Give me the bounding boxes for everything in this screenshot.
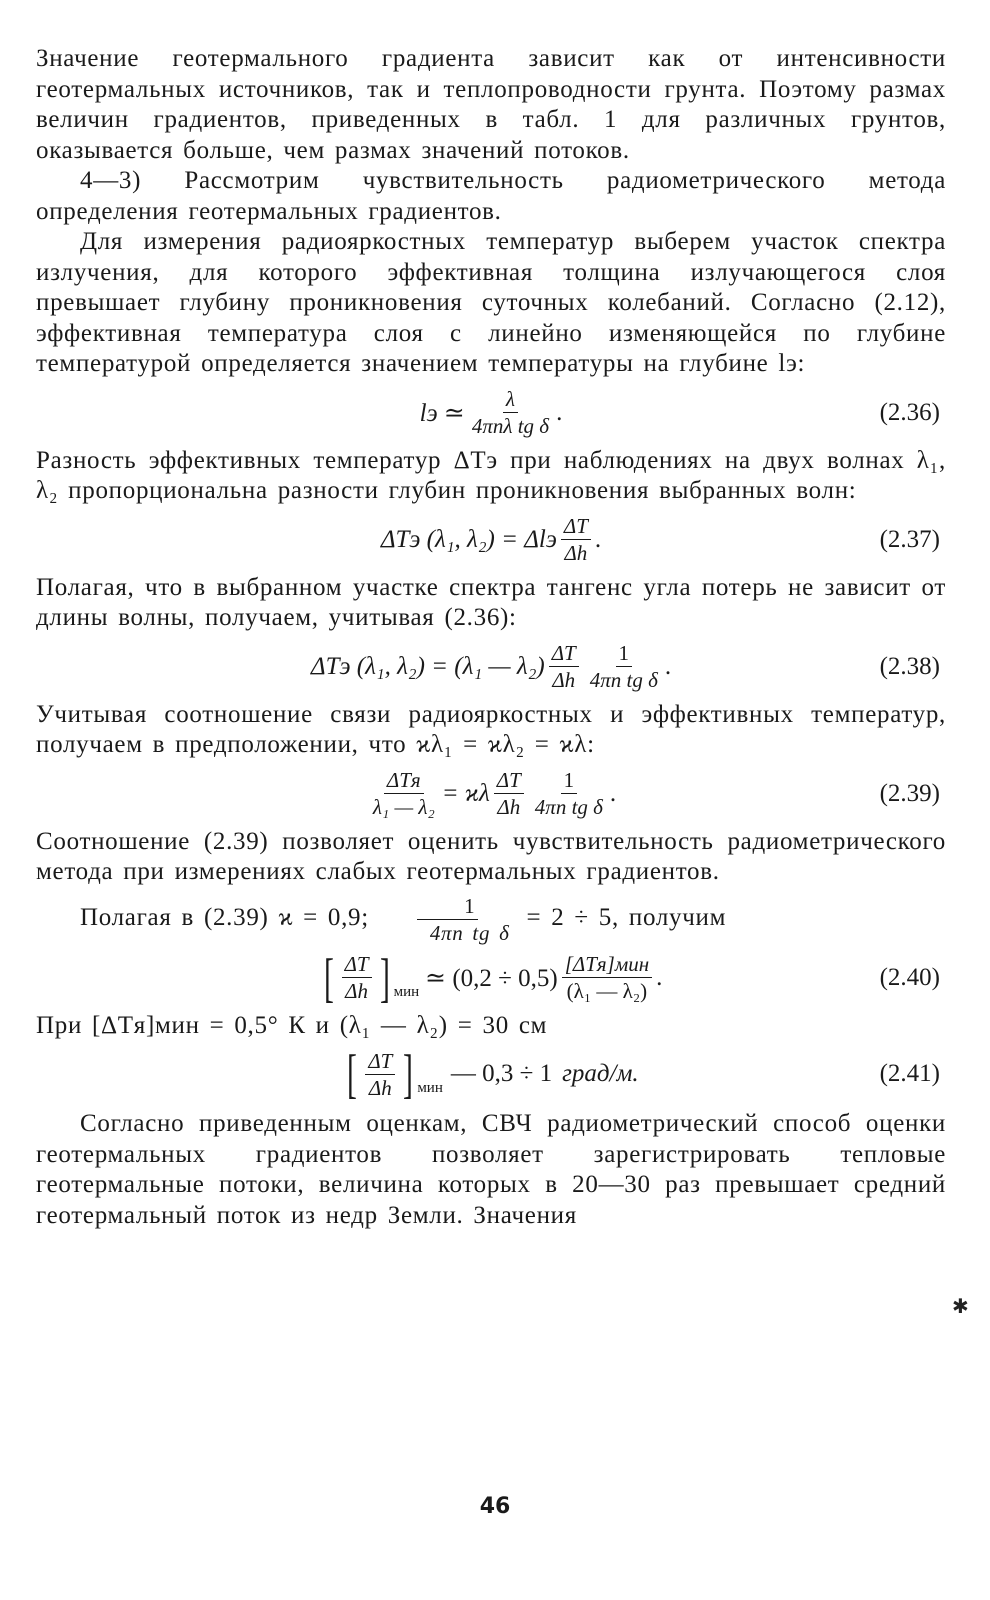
- equation-2-37: [36, 511, 946, 569]
- eq237-den: Δh: [564, 541, 588, 565]
- eq236-den: 4πnλ tg δ: [471, 414, 550, 438]
- eq237-tail: .: [594, 525, 602, 553]
- eq238-fraction-2: [587, 641, 661, 692]
- paragraph-6: Учитывая соотношение связи радиояркостных и эффективных температур, получаем в предположении, что ϰλ₁ = ϰλ₂ = ϰλ:: [36, 700, 946, 758]
- eq238-tail: .: [664, 652, 672, 680]
- eq240-num: [ΔTя]мин: [562, 952, 652, 978]
- eq236-number: (2.36): [879, 398, 940, 426]
- equation-2-38: [36, 638, 946, 696]
- equation-2-36: [36, 384, 946, 442]
- eq236-lhs: lэ ≃: [419, 399, 465, 427]
- eq241-unit: град/м.: [562, 1060, 639, 1087]
- paragraph-5: Полагая, что в выбранном участке спектра тангенс угла потерь не зависит от длины волны, получаем, учитывая (2.36):: [36, 573, 946, 631]
- eq238-den2: 4πn tg δ: [589, 668, 658, 692]
- eq238-num2: 1: [616, 641, 633, 667]
- paragraph-3: Для измерения радиояркостных температур выберем участок спектра излучения, для которого эффективная толщина излучающегося слоя превышает глубину проникновения суточных колебаний. Согласно (2.12), эффективная температура слоя с линейно изменяющейся по глубине температурой определяется значением температуры на глубине lэ:: [36, 228, 946, 377]
- eq240-number: (2.40): [879, 963, 940, 991]
- paragraph-8-start: Полагая в (2.39) ϰ = 0,9;: [80, 903, 369, 931]
- eq239-fraction-1: [494, 768, 524, 819]
- eq238-number: (2.38): [879, 652, 940, 680]
- eq240-bden: Δh: [345, 979, 368, 1003]
- paragraph-8-end: = 2 ÷ 5, получим: [526, 903, 727, 931]
- eq239-fraction-0: [370, 768, 438, 819]
- eq241-bracket-group: [ $\frac{\Delta T}{\Delta h}$ ] $_{мин}$: [347, 1044, 443, 1104]
- eq237-num: ΔT: [561, 514, 591, 540]
- eq241-bsub: мин: [417, 1080, 443, 1096]
- eq237-number: (2.37): [879, 525, 940, 553]
- eq239-den2: 4πn tg δ: [534, 795, 603, 819]
- eq240-bracket-fraction: [342, 952, 372, 1003]
- eq240-fraction: [562, 952, 652, 1003]
- paragraph-8: [36, 894, 946, 945]
- eq239-tail: .: [609, 779, 617, 807]
- inline-fraction: [383, 894, 513, 945]
- page-body: [36, 44, 946, 1231]
- equation-2-39: [36, 765, 946, 823]
- eq239-num2: 1: [561, 768, 578, 794]
- eq239-num0: ΔTя: [384, 768, 424, 794]
- eq239-number: (2.39): [879, 779, 940, 807]
- eq239-den0: λ₁ — λ₂: [372, 795, 435, 819]
- eq240-bnum: ΔT: [342, 952, 372, 978]
- eq240-bsub: мин: [393, 983, 420, 1000]
- eq239-den1: Δh: [497, 795, 521, 819]
- page-number: 46: [479, 1494, 511, 1519]
- eq237-lhs: ΔTэ (λ₁, λ₂) = Δlэ: [380, 525, 557, 553]
- eq236-tail: .: [556, 398, 563, 426]
- inline-den: 4πn tg δ: [429, 920, 510, 945]
- eq241-bnum: ΔT: [365, 1049, 395, 1075]
- eq239-mid: = ϰλ: [441, 779, 490, 807]
- eq241-bden: Δh: [368, 1075, 392, 1100]
- paragraph-1: Значение геотермального градиента зависит как от интенсивности геотермальных источников, так и теплопроводности грунта. Поэтому размах величин градиентов, приведенных в табл. 1 для различных грунтов, оказывается больше, чем размах значений потоков.: [36, 45, 946, 164]
- eq238-lhs: ΔTэ (λ₁, λ₂) = (λ₁ — λ₂): [310, 652, 545, 680]
- eq239-num1: ΔT: [494, 768, 524, 794]
- eq238-den1: Δh: [552, 668, 576, 692]
- eq240-mid: ≃ (0,2 ÷ 0,5): [425, 964, 558, 992]
- paragraph-9: При [ΔTя]мин = 0,5° К и (λ₁ — λ₂) = 30 см: [36, 1011, 548, 1039]
- eq240-tail: .: [656, 963, 663, 991]
- eq240-den: (λ₁ — λ₂): [566, 979, 648, 1003]
- paragraph-2: 4—3) Рассмотрим чувствительность радиометрического метода определения геотермальных градиентов.: [36, 167, 946, 225]
- eq236-fraction: [469, 387, 552, 438]
- eq241-bracket-fraction: [365, 1049, 395, 1100]
- eq241-mid: — 0,3 ÷ 1: [450, 1060, 553, 1087]
- inline-num: 1: [417, 894, 478, 920]
- eq241-number: (2.41): [879, 1060, 940, 1087]
- equation-2-41: [36, 1045, 946, 1103]
- eq238-fraction-1: [549, 641, 579, 692]
- eq237-fraction: [561, 514, 591, 565]
- equation-2-40: [36, 949, 946, 1007]
- eq239-fraction-2: [532, 768, 606, 819]
- eq240-bracket-group: [ $\frac{\Delta T}{\Delta h}$ ] $_{мин}$: [323, 947, 420, 1008]
- margin-mark: ✱: [952, 1296, 969, 1318]
- paragraph-4: Разность эффективных температур ΔTэ при наблюдениях на двух волнах λ₁, λ₂ пропорциональна разности глубин проникновения выбранных волн:: [36, 446, 946, 504]
- eq236-num: λ: [503, 387, 518, 413]
- eq238-num1: ΔT: [549, 641, 579, 667]
- paragraph-7: Соотношение (2.39) позволяет оценить чувствительность радиометрического метода при измерениях слабых геотермальных градиентов.: [36, 827, 946, 885]
- paragraph-10: Согласно приведенным оценкам, СВЧ радиометрический способ оценки геотермальных градиентов позволяет зарегистрировать тепловые геотермальные потоки, величина которых в 20—30 раз превышает средний геотермальный поток из недр Земли. Значения: [36, 1110, 946, 1229]
